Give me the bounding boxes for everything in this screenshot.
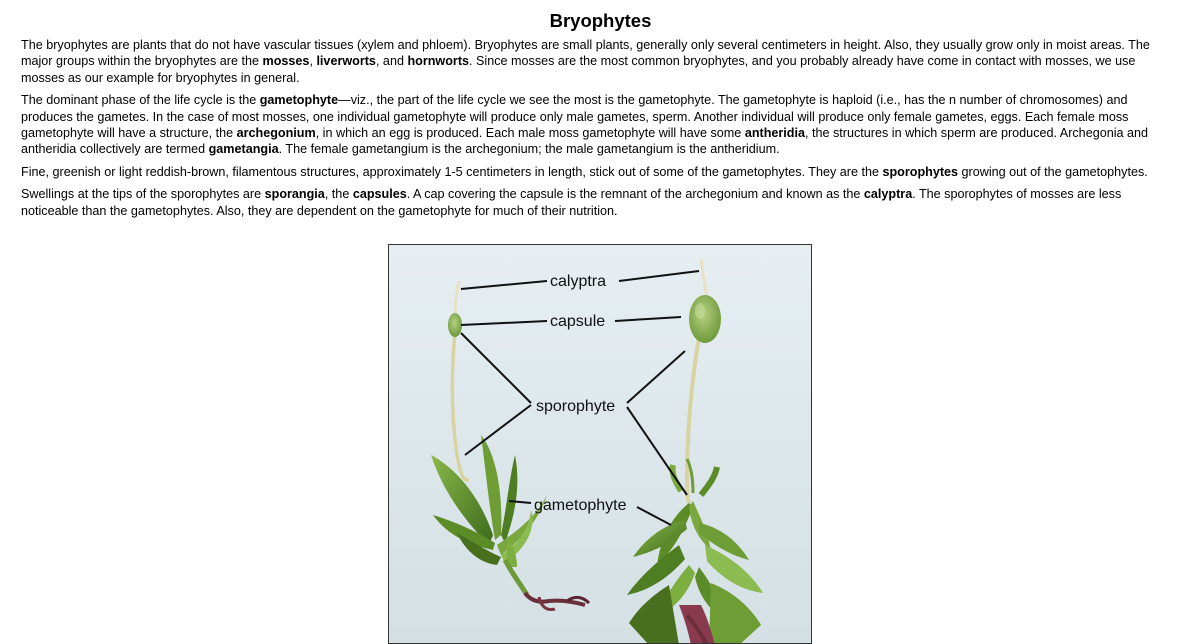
label-sporophyte: sporophyte — [536, 398, 616, 415]
term-antheridia: antheridia — [744, 126, 805, 141]
term-calyptra: calyptra — [863, 187, 913, 202]
paragraph-text: , in which an egg is produced. Each male moss gametophyte will have some — [315, 126, 745, 141]
left-capsule — [448, 313, 462, 337]
term-mosses: mosses — [262, 54, 310, 69]
term-sporangia: sporangia — [264, 187, 325, 202]
right-capsule — [689, 295, 721, 343]
paragraph-text: , — [309, 54, 317, 69]
term-gametangia: gametangia — [208, 142, 279, 157]
page-title: Bryophytes — [549, 10, 652, 31]
paragraph-text: , and — [375, 54, 408, 69]
paragraph-text: Fine, greenish or light reddish-brown, filamentous structures, approximately 1-5 centimeters in length, stick out of some of the gametophytes. They are the — [21, 164, 883, 179]
article-body — [21, 37, 1180, 219]
term-archegonium: archegonium — [236, 126, 316, 141]
moss-figure — [388, 244, 812, 644]
paragraph-sporangia — [21, 186, 1180, 219]
paragraph-text: . A cap covering the capsule is the remnant of the archegonium and known as the — [406, 187, 864, 202]
right-capsule-highlight — [695, 303, 705, 319]
term-gametophyte: gametophyte — [259, 93, 339, 108]
term-sporophytes: sporophytes — [882, 164, 959, 179]
label-gametophyte: gametophyte — [534, 497, 627, 514]
term-liverworts: liverworts — [316, 54, 376, 69]
paragraph-text: , the — [324, 187, 353, 202]
paragraph-text: , the structures in which sperm are produced. Archegonia and antheridia collectively are termed — [21, 126, 1149, 157]
paragraph-text: The dominant phase of the life cycle is the — [21, 93, 260, 108]
paragraph-text: . The sporophytes of mosses are less noticeable than the gametophytes. Also, they are dependent on the gametophyte for much of their nutrition. — [21, 187, 1122, 218]
term-hornworts: hornworts — [407, 54, 470, 69]
term-capsules: capsules — [352, 187, 407, 202]
paragraph-text: . Since mosses are the most common bryophytes, and you probably already have come in contact with mosses, we use mosses as our example for bryophytes in general. — [21, 54, 1136, 85]
paragraph-text: —viz., the part of the life cycle we see the most is the gametophyte. The gametophyte is haploid (i.e., has the n number of chromosomes) and produces the gametes. In the case of most mosses, one individual gametophyte will produce only male gametes, sperm. Another individual will produce only female gametes, eggs. Each female moss gametophyte will have a structure, the — [21, 93, 1129, 141]
paragraph-sporophytes — [21, 164, 1180, 180]
moss-illustration — [389, 245, 812, 644]
paragraph-life-cycle — [21, 92, 1180, 158]
label-calyptra: calyptra — [550, 273, 607, 290]
paragraph-text: Swellings at the tips of the sporophytes are — [21, 187, 265, 202]
paragraph-intro — [21, 37, 1180, 86]
paragraph-text: . The female gametangium is the archegonium; the male gametangium is the antheridium. — [278, 142, 780, 157]
label-capsule: capsule — [550, 313, 606, 330]
paragraph-text: The bryophytes are plants that do not have vascular tissues (xylem and phloem). Bryophytes are small plants, generally only several centimeters in height. Also, they usually grow only in moist areas. The major groups within the bryophytes are the — [21, 38, 1150, 69]
paragraph-text: growing out of the gametophytes. — [958, 164, 1148, 179]
